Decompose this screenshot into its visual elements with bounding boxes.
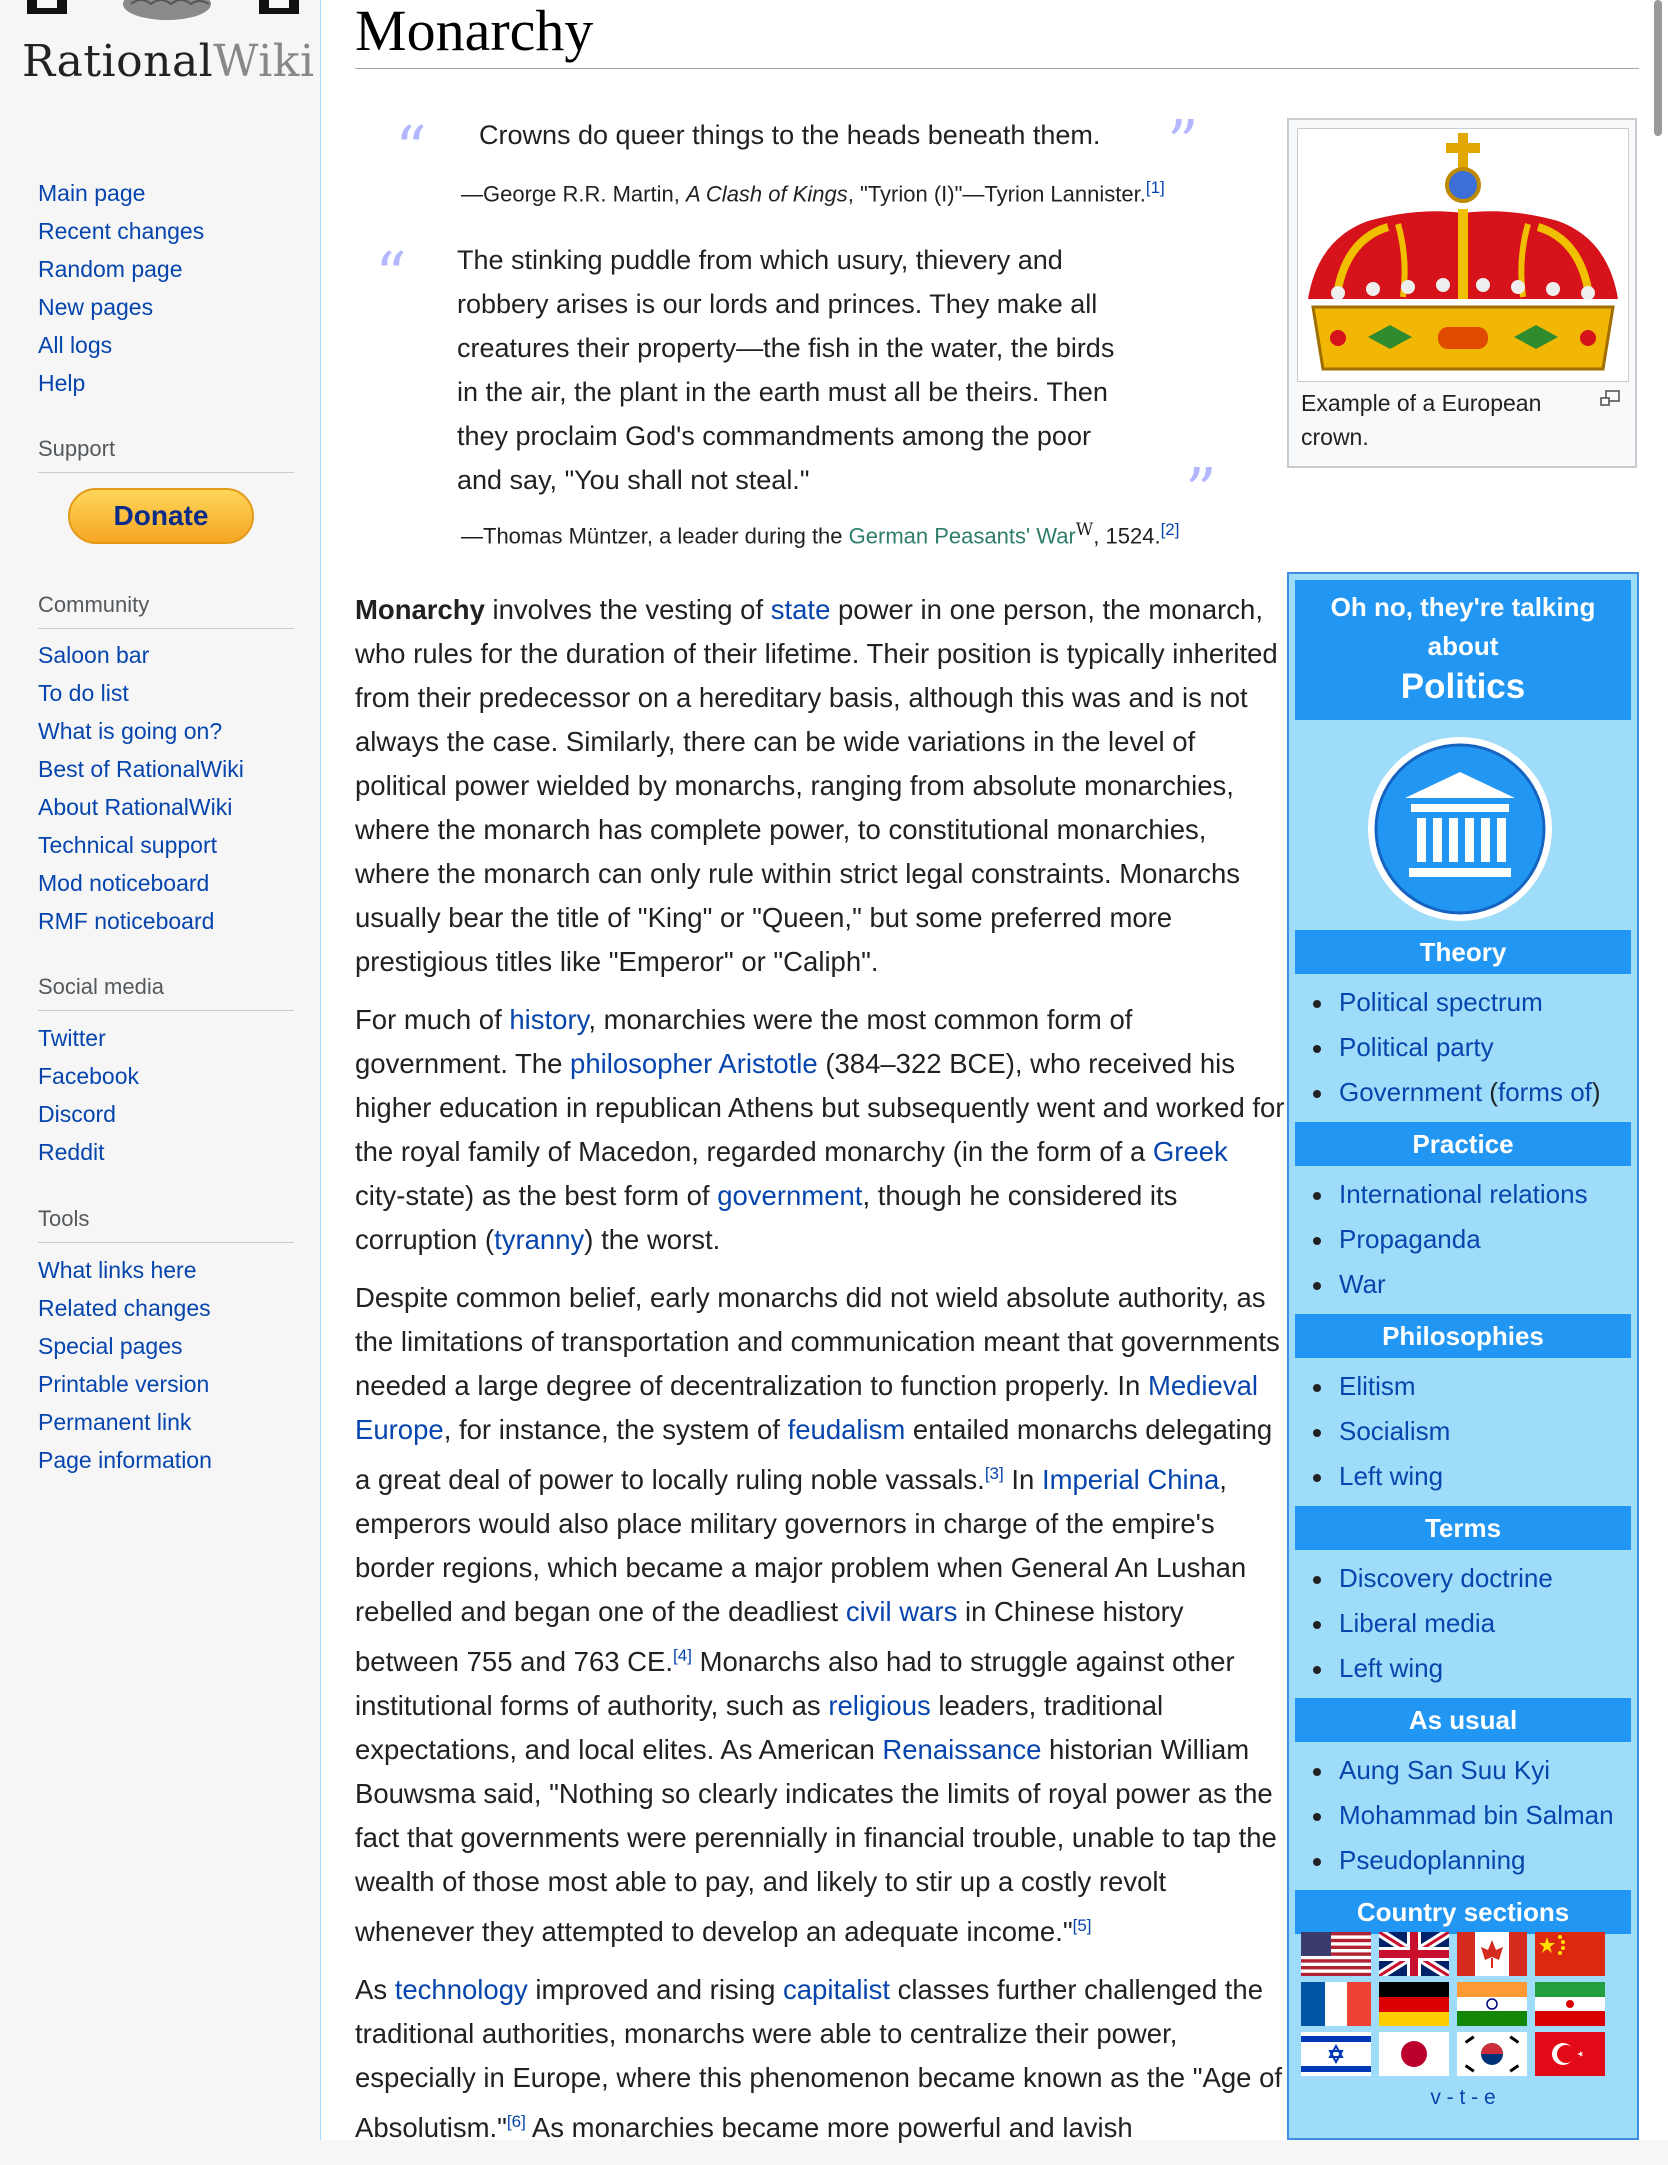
international-relations-link[interactable]: International relations [1339, 1179, 1588, 1209]
political-party-link[interactable]: Political party [1339, 1032, 1494, 1062]
government-navbox-link[interactable]: Government [1339, 1077, 1483, 1107]
iran-flag-icon[interactable] [1535, 1982, 1605, 2026]
nav-reddit[interactable]: Reddit [38, 1139, 105, 1165]
capitalist-link[interactable]: capitalist [783, 1974, 891, 2006]
paragraph-1: Monarchy involves the vesting of state power in one person, the monarch, who rules for the duration of their lifetime. Their position is typically inherited from their predecessor on a hereditary basis, although this was and is not always the case. Similarly, there can be wide variations in the level of political power wielded by monarchs, ranging from absolute monarchies, where the monarch has complete power, to constitutional monarchies, where the monarch can only rule within strict legal constraints. Monarchs usually bear the title of "King" or "Queen," but some preferred more prestigious titles like "Emperor" or "Caliph". [355, 594, 1278, 977]
nav-printable-version[interactable]: Printable version [38, 1371, 210, 1397]
nav-main-page[interactable]: Main page [38, 180, 146, 206]
tools-navigation [38, 1251, 212, 1479]
navbox-section-terms: Terms [1295, 1506, 1631, 1550]
reference-3-link[interactable]: [3] [984, 1464, 1004, 1483]
reference-1-link[interactable]: [1] [1145, 178, 1165, 197]
edit-template-link[interactable]: e [1484, 2086, 1496, 2109]
german-peasants-war-link[interactable]: German Peasants' War [848, 523, 1076, 549]
nav-page-information[interactable]: Page information [38, 1447, 212, 1473]
support-heading: Support [38, 436, 294, 473]
navbox-section-country-sections: Country sections [1295, 1890, 1631, 1934]
nav-facebook[interactable]: Facebook [38, 1063, 140, 1089]
site-wordmark: RationalWiki [22, 36, 315, 87]
site-logo[interactable] [22, 0, 315, 90]
navbox-section-practice: Practice [1295, 1122, 1631, 1166]
view-template-link[interactable]: v [1430, 2086, 1441, 2109]
india-flag-icon[interactable] [1457, 1982, 1527, 2026]
nav-technical-support[interactable]: Technical support [38, 832, 217, 858]
war-link[interactable]: War [1339, 1269, 1386, 1299]
pseudoplanning-link[interactable]: Pseudoplanning [1339, 1845, 1526, 1875]
quote-1-citation: —George R.R. Martin, A Clash of Kings, "Tyrion (I)"—Tyrion Lannister.[1] [461, 178, 1165, 207]
france-flag-icon[interactable] [1301, 1982, 1371, 2026]
china-flag-icon[interactable] [1535, 1932, 1605, 1976]
nav-help[interactable]: Help [38, 370, 86, 396]
religious-link[interactable]: religious [828, 1690, 931, 1722]
nav-discord[interactable]: Discord [38, 1101, 116, 1127]
scrollbar-thumb[interactable] [1654, 0, 1662, 136]
germany-flag-icon[interactable] [1379, 1982, 1449, 2026]
civil-wars-link[interactable]: civil wars [845, 1596, 958, 1628]
nav-related-changes[interactable]: Related changes [38, 1295, 211, 1321]
nav-saloon-bar[interactable]: Saloon bar [38, 642, 150, 668]
navbox-header: Oh no, they're talking about Politics [1295, 580, 1631, 720]
elitism-link[interactable]: Elitism [1339, 1371, 1416, 1401]
nav-what-is-going-on[interactable]: What is going on? [38, 718, 223, 744]
medieval-europe-link[interactable]: Medieval Europe [355, 1370, 1258, 1445]
navbox-section-theory: Theory [1295, 930, 1631, 974]
aung-san-suu-kyi-link[interactable]: Aung San Suu Kyi [1339, 1755, 1551, 1785]
nav-best-of-rationalwiki[interactable]: Best of RationalWiki [38, 756, 244, 782]
nav-new-pages[interactable]: New pages [38, 294, 154, 320]
wikipedia-w-icon[interactable]: W [1075, 520, 1094, 540]
usa-flag-icon[interactable] [1301, 1932, 1371, 1976]
nav-to-do-list[interactable]: To do list [38, 680, 129, 706]
paragraph-2: For much of history, monarchies were the most common form of government. The philosopher Aristotle (384–322 BCE), who received his higher education in republican Athens but subsequently went and worked for the royal family of Macedon, regarded monarchy (in the form of a Greek city-state) as the best form of government, though he considered its corruption (tyranny) the worst. [355, 1004, 1285, 1255]
terms-list [1295, 1556, 1631, 1691]
paragraph-3: Despite common belief, early monarchs did not wield absolute authority, as the limitations of transportation and communication meant that governments needed a large degree of decentralization to function properly. In Medieval Europe, for instance, the system of feudalism entailed monarchs delegating a great deal of power to locally ruling noble vassals.[3] In Imperial China, emperors would also place military governors in charge of the empire's border regions, which became a major problem when General An Lushan rebelled and began one of the deadliest civil wars in Chinese history between 755 and 763 CE.[4] Monarchs also had to struggle against other institutional forms of authority, such as religious leaders, traditional expectations, and local elites. As American Renaissance historian William Bouwsma said, "Nothing so clearly indicates the limits of royal power as the fact that governments were perennially in financial trouble, unable to tap the wealth of those most able to pay, and likely to stir up a costly revolt whenever they attempted to develop an adequate income."[5] [355, 1282, 1280, 1948]
close-quote-icon: ” [1185, 454, 1217, 527]
community-navigation [38, 636, 244, 940]
japan-flag-icon[interactable] [1379, 2032, 1449, 2076]
navbox-title[interactable]: Politics [1400, 667, 1526, 706]
greek-link[interactable]: Greek [1152, 1136, 1228, 1167]
south-korea-flag-icon[interactable] [1457, 2032, 1527, 2076]
nav-mod-noticeboard[interactable]: Mod noticeboard [38, 870, 210, 896]
talk-template-link[interactable]: t [1459, 2086, 1466, 2109]
political-spectrum-link[interactable]: Political spectrum [1339, 987, 1543, 1017]
forms-of-government-link[interactable]: forms of [1497, 1077, 1592, 1107]
quote-2-citation: —Thomas Müntzer, a leader during the German Peasants' War$^W$, 1524.[2] [461, 520, 1180, 549]
enlarge-icon[interactable] [1599, 390, 1621, 408]
nav-permanent-link[interactable]: Permanent link [38, 1409, 192, 1435]
nav-random-page[interactable]: Random page [38, 256, 183, 282]
reference-5-link[interactable]: [5] [1072, 1916, 1092, 1936]
imperial-china-link[interactable]: Imperial China [1041, 1464, 1220, 1496]
canada-flag-icon[interactable] [1457, 1932, 1527, 1976]
aristotle-link[interactable]: Aristotle [718, 1048, 818, 1079]
as-usual-list [1295, 1748, 1631, 1883]
nav-rmf-noticeboard[interactable]: RMF noticeboard [38, 908, 215, 934]
community-heading: Community [38, 592, 294, 629]
israel-flag-icon[interactable] [1301, 2032, 1371, 2076]
philosopher-link[interactable]: philosopher [570, 1048, 713, 1079]
main-navigation [38, 174, 204, 402]
politics-navbox [1287, 572, 1639, 2140]
propaganda-link[interactable]: Propaganda [1339, 1224, 1481, 1254]
page-title: Monarchy [355, 0, 1639, 69]
brain-logo-icon [27, 0, 299, 34]
reference-4-link[interactable]: [4] [673, 1646, 692, 1666]
left-wing-link[interactable]: Left wing [1339, 1461, 1444, 1491]
state-link[interactable]: state [770, 594, 831, 625]
history-link[interactable]: history [509, 1004, 589, 1035]
quote-2-text: The stinking puddle from which usury, thievery and robbery arises is our lords and princes. They make all creatures their property—the fish in the water, the birds in the air, the plant in the earth must all be theirs. Then they proclaim God's commandments among the poor and say, "You shall not steal." [457, 245, 1115, 495]
crown-image[interactable] [1297, 128, 1629, 382]
discovery-doctrine-link[interactable]: Discovery doctrine [1339, 1563, 1553, 1593]
quote-1-text: Crowns do queer things to the heads beneath them. [479, 120, 1101, 150]
parthenon-icon [1365, 734, 1555, 924]
navbox-section-as-usual: As usual [1295, 1698, 1631, 1742]
crown-caption: Example of a European crown. [1301, 390, 1542, 450]
paragraph-4: As technology improved and rising capitalist classes further challenged the traditional authorities, monarchs were able to centralize their power, especially in Europe, where this phenomenon became known as the "Age of Absolutism."[6] As monarchies became more powerful and lavish [355, 1974, 1282, 2144]
open-quote-icon: “ [395, 112, 427, 185]
nav-all-logs[interactable]: All logs [38, 332, 113, 358]
feudalism-link[interactable]: feudalism [787, 1414, 906, 1445]
left-wing-terms-link[interactable]: Left wing [1339, 1653, 1444, 1683]
practice-list [1295, 1172, 1631, 1307]
renaissance-link[interactable]: Renaissance [882, 1734, 1042, 1766]
social-media-heading: Social media [38, 974, 294, 1011]
article-content [320, 0, 1668, 2144]
liberal-media-link[interactable]: Liberal media [1339, 1608, 1496, 1638]
nav-what-links-here[interactable]: What links here [38, 1257, 197, 1283]
tyranny-link[interactable]: tyranny [494, 1224, 585, 1255]
reference-2-link[interactable]: [2] [1160, 520, 1180, 539]
open-quote-icon: “ [375, 238, 407, 311]
philosophies-list [1295, 1364, 1631, 1499]
sidebar [0, 0, 320, 2140]
mohammad-bin-salman-link[interactable]: Mohammad bin Salman [1339, 1800, 1614, 1830]
navbox-section-philosophies: Philosophies [1295, 1314, 1631, 1358]
reference-6-link[interactable]: [6] [506, 2112, 526, 2132]
navbox-vte-links: v - t - e [1430, 2086, 1496, 2109]
theory-list: Political spectrum Political party Government (forms of) [1295, 980, 1631, 1115]
nav-twitter[interactable]: Twitter [38, 1025, 106, 1051]
uk-flag-icon[interactable] [1379, 1932, 1449, 1976]
nav-about-rationalwiki[interactable]: About RationalWiki [38, 794, 233, 820]
social-media-navigation [38, 1019, 139, 1171]
crown-thumbnail [1287, 118, 1637, 468]
socialism-link[interactable]: Socialism [1339, 1416, 1451, 1446]
close-quote-icon: ” [1167, 106, 1199, 179]
donate-button[interactable]: Donate [68, 488, 254, 544]
crown-icon [1298, 129, 1628, 381]
tools-heading: Tools [38, 1206, 294, 1243]
nav-recent-changes[interactable]: Recent changes [38, 218, 205, 244]
nav-special-pages[interactable]: Special pages [38, 1333, 183, 1359]
turkey-flag-icon[interactable] [1535, 2032, 1605, 2076]
country-flags [1301, 1932, 1631, 2080]
technology-link[interactable]: technology [394, 1974, 528, 2006]
government-link[interactable]: government [717, 1180, 863, 1211]
article-body [355, 588, 1285, 2165]
